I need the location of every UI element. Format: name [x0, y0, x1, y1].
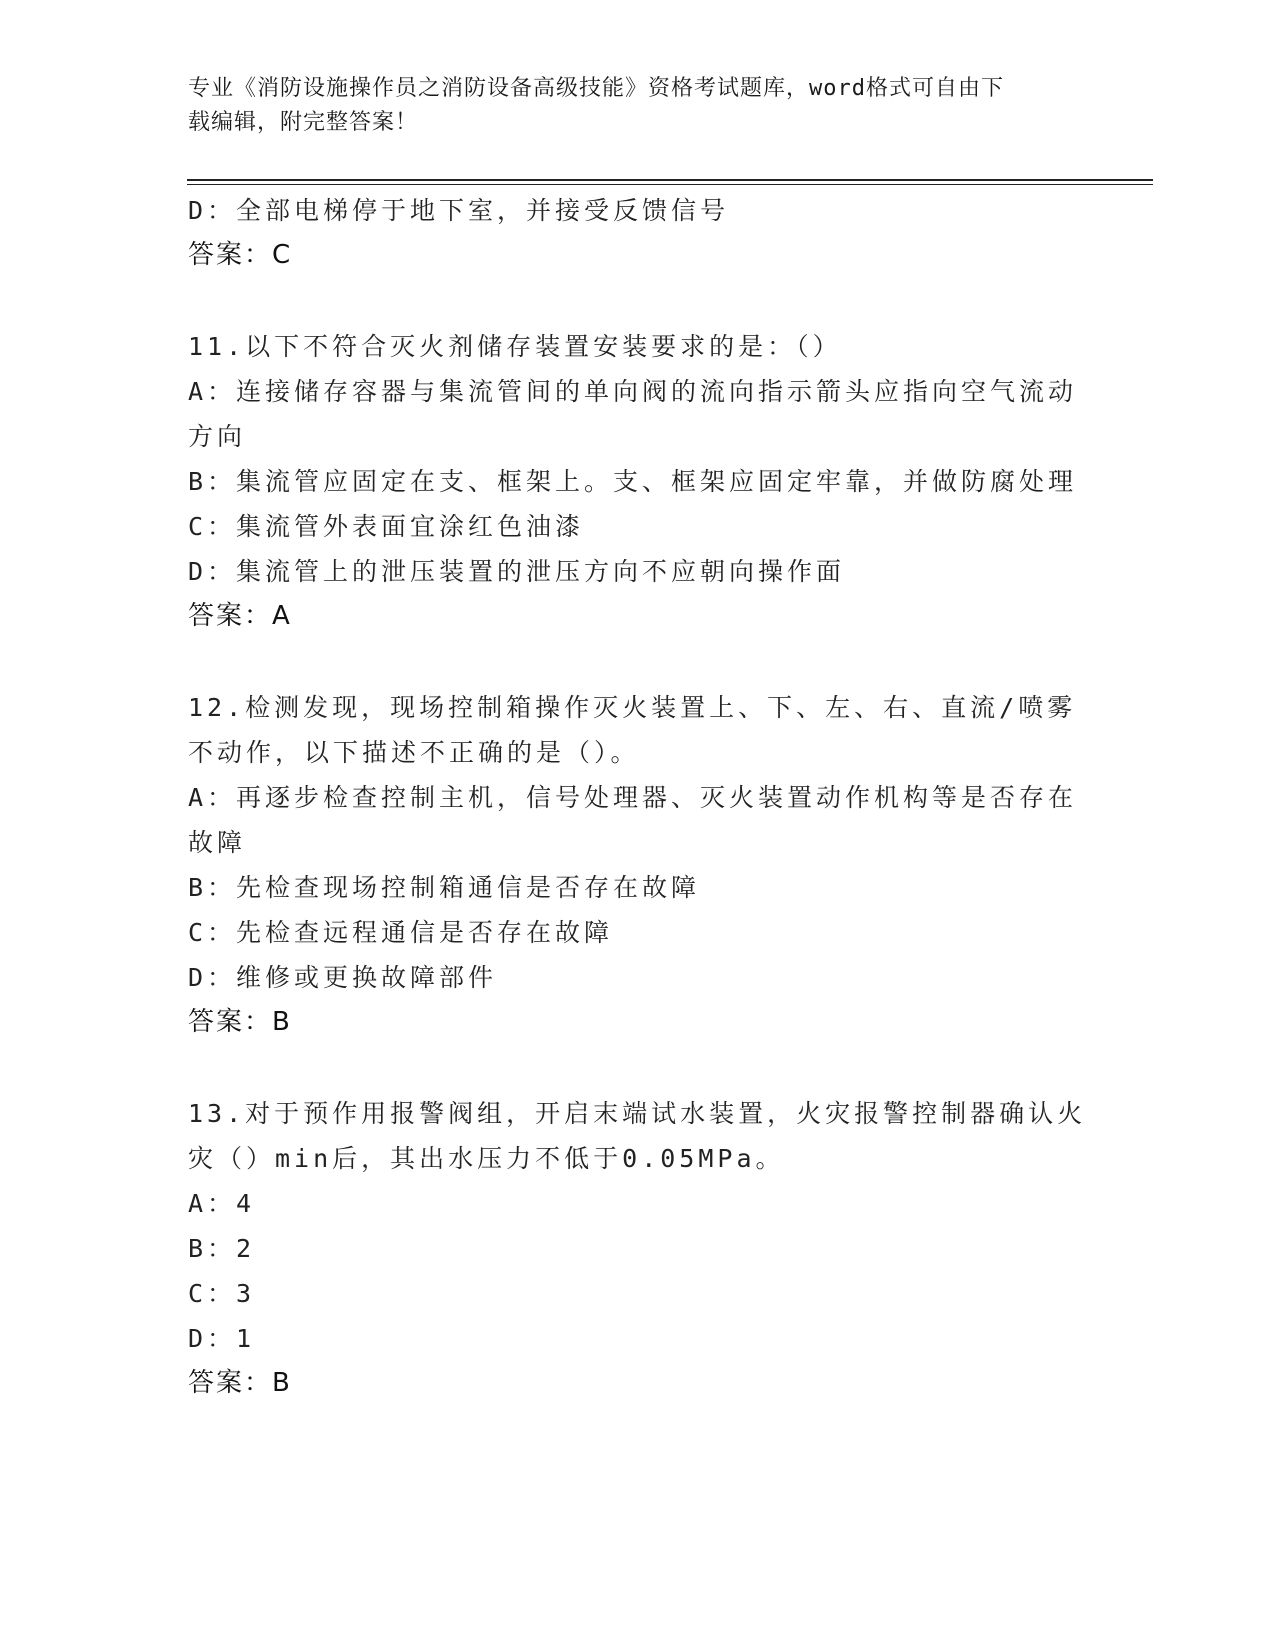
page-header [188, 72, 1068, 140]
question-stem: 11.以下不符合灭火剂储存装置安装要求的是：（） [188, 332, 842, 361]
option-d: D：集流管上的泄压装置的泄压方向不应朝向操作面 [188, 557, 846, 586]
answer: 答案：A [188, 601, 292, 631]
option-c: C：先检查远程通信是否存在故障 [188, 918, 614, 947]
option-b: B：先检查现场控制箱通信是否存在故障 [188, 873, 701, 902]
question-11 [188, 324, 1088, 639]
spacer [188, 639, 1088, 685]
answer: 答案：B [188, 1368, 292, 1398]
header-rule-thick [187, 179, 1153, 181]
answer: 答案：C [188, 240, 293, 270]
question-10-tail [188, 188, 1088, 278]
question-stem-continued: 灾（）min后，其出水压力不低于0.05MPa。 [188, 1144, 785, 1173]
option-a: A：4 [188, 1189, 256, 1218]
option-d: D：全部电梯停于地下室，并接受反馈信号 [188, 196, 730, 225]
question-13 [188, 1091, 1088, 1406]
option-b: B：2 [188, 1234, 256, 1263]
option-c: C：集流管外表面宜涂红色油漆 [188, 512, 585, 541]
option-d: D：1 [188, 1324, 256, 1353]
option-a: A：再逐步检查控制主机，信号处理器、灭火装置动作机构等是否存在 [188, 783, 1078, 812]
option-d: D：维修或更换故障部件 [188, 963, 498, 992]
question-12 [188, 685, 1088, 1045]
header-line-2: 载编辑，附完整答案！ [188, 110, 419, 135]
question-stem-continued: 不动作，以下描述不正确的是（）。 [188, 738, 640, 767]
option-a-continued: 故障 [188, 828, 247, 857]
header-line-1: 专业《消防设施操作员之消防设备高级技能》资格考试题库，word格式可自由下 [188, 76, 1004, 101]
header-rule-thin [187, 184, 1153, 185]
spacer [188, 1045, 1088, 1091]
question-stem: 12.检测发现，现场控制箱操作灭火装置上、下、左、右、直流/喷雾 [188, 693, 1077, 722]
option-c: C：3 [188, 1279, 256, 1308]
option-a-continued: 方向 [188, 422, 247, 451]
answer: 答案：B [188, 1007, 292, 1037]
option-b: B：集流管应固定在支、框架上。支、框架应固定牢靠，并做防腐处理 [188, 467, 1078, 496]
question-stem: 13.对于预作用报警阀组，开启末端试水装置，火灾报警控制器确认火 [188, 1099, 1087, 1128]
question-content [188, 188, 1088, 1406]
option-a: A：连接储存容器与集流管间的单向阀的流向指示箭头应指向空气流动 [188, 377, 1078, 406]
spacer [188, 278, 1088, 324]
